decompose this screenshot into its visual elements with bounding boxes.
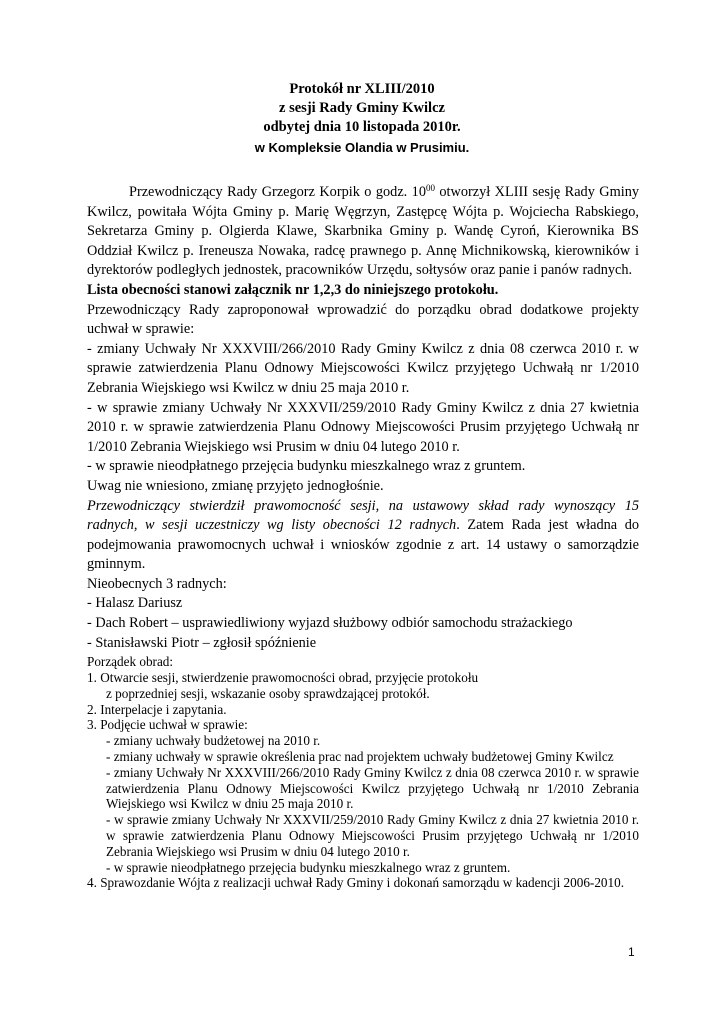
opening-paragraph: Przewodniczący Rady Grzegorz Korpik o godz. $10^{00}$ otworzył XLIII sesję Rady Gminy Kwilcz, powitała Wójta Gminy p. Marię Węgrzyn, Zastępcę Wójta p. Wojciecha Rabskiego, Sekretarza Gminy p. Olgierda Klawe, Skarbnika Gminy p. Wandę Cyroń, Kierownika BS Oddział Kwilcz p. Ireneusza Nowaka, radcę prawnego p. Annę Michnikowską, kierowników i dyrektorów podległych jednostek, pracowników Urzędu, sołtysów oraz panie i panów radnych.: [87, 183, 639, 279]
protocol-header: [0, 80, 724, 157]
agenda-subitem: - zmiany Uchwały Nr XXXVIII/266/2010 Rady Gminy Kwilcz z dnia 08 czerwca 2010 r. w sprawie zatwierdzenia Planu Odnowy Miejscowości Kwilcz przyjętego Uchwałą nr 1/2010 Zebrania Wiejskiego wsi Kwilcz w dniu 25 maja 2010 r.: [106, 764, 639, 812]
time-superscript: 00: [425, 183, 435, 193]
agenda: [87, 654, 639, 891]
protocol-title: Protokół nr XLIII/2010: [289, 81, 435, 97]
agenda-subitem: - zmiany uchwały w sprawie określenia prac nad projektem uchwały budżetowej Gminy Kwilcz: [106, 749, 614, 765]
proposal-item: - zmiany Uchwały Nr XXXVIII/266/2010 Rady Gminy Kwilcz z dnia 08 czerwca 2010 r. w sprawie zatwierdzenia Planu Odnowy Miejscowości Kwilcz przyjętego Uchwałą nr 1/2010 Zebrania Wiejskiego wsi Kwilcz w dniu 25 maja 2010 r.: [87, 340, 639, 396]
agenda-subitem: - zmiany uchwały budżetowej na 2010 r.: [106, 733, 321, 749]
proposal-item: - w sprawie nieodpłatnego przejęcia budynku mieszkalnego wraz z gruntem.: [87, 458, 526, 475]
proposal-item: - w sprawie zmiany Uchwały Nr XXXVII/259/2010 Rady Gminy Kwilcz z dnia 27 kwietnia 2010 r. w sprawie zatwierdzenia Planu Odnowy Miejscowości Prusim przyjętego Uchwałą nr 1/2010 Zebrania Wiejskiego wsi Prusim w dniu 04 lutego 2010 r.: [87, 399, 639, 455]
page-number: 1: [628, 945, 635, 959]
agenda-item: 2. Interpelacje i zapytania.: [87, 701, 227, 717]
session-date: odbytej dnia 10 listopada 2010r.: [263, 119, 461, 135]
agenda-subitem: - w sprawie zmiany Uchwały Nr XXXVII/259/2010 Rady Gminy Kwilcz z dnia 27 kwietnia 2010 r. w sprawie zatwierdzenia Planu Odnowy Miejscowości Prusim przyjętego Uchwałą nr 1/2010 Zebrania Wiejskiego wsi Prusim w dniu 04 lutego 2010 r.: [106, 812, 639, 859]
session-name: z sesji Rady Gminy Kwilcz: [279, 100, 445, 116]
agenda-title: Porządek obrad:: [87, 654, 174, 670]
proposal-paragraph: Przewodniczący Rady zaproponował wprowadzić do porządku obrad dodatkowe projekty uchwał w sprawie:: [87, 301, 639, 338]
absent-header: Nieobecnych 3 radnych:: [87, 575, 227, 592]
agenda-subitem: - w sprawie nieodpłatnego przejęcia budynku mieszkalnego wraz z gruntem.: [106, 859, 511, 875]
absent-member: - Dach Robert – usprawiedliwiony wyjazd służbowy odbiór samochodu strażackiego: [87, 615, 573, 632]
session-location: w Kompleksie Olandia w Prusimiu.: [254, 140, 470, 155]
agenda-item: 4. Sprawozdanie Wójta z realizacji uchwał Rady Gminy i dokonań samorządu w kadencji 2006-2010.: [87, 875, 624, 891]
validity-paragraph: Przewodniczący stwierdził prawomocność sesji, na ustawowy skład rady wynoszący 15 radnych, w sesji uczestniczy wg listy obecności 12 radnych. Zatem Rada jest władna do podejmowania prawomocnych uchwał i wniosków zgodnie z art. 14 ustawy o samorządzie gminnym.: [87, 497, 640, 573]
attendance-note: Lista obecności stanowi załącznik nr 1,2,3 do niniejszego protokołu.: [87, 281, 499, 298]
protocol-body: [87, 183, 639, 891]
absent-member: - Halasz Dariusz: [87, 595, 183, 612]
agenda-item-continuation: z poprzedniej sesji, wskazanie osoby sprawdzającej protokół.: [106, 685, 430, 701]
no-remarks-note: Uwag nie wniesiono, zmianę przyjęto jednogłośnie.: [87, 477, 384, 494]
absent-member: - Stanisławski Piotr – zgłosił spóźnienie: [87, 634, 317, 651]
agenda-item: 3. Podjęcie uchwał w sprawie:: [87, 717, 248, 733]
agenda-subitems: [87, 733, 639, 875]
agenda-item: 1. Otwarcie sesji, stwierdzenie prawomocności obrad, przyjęcie protokołu: [87, 670, 479, 686]
